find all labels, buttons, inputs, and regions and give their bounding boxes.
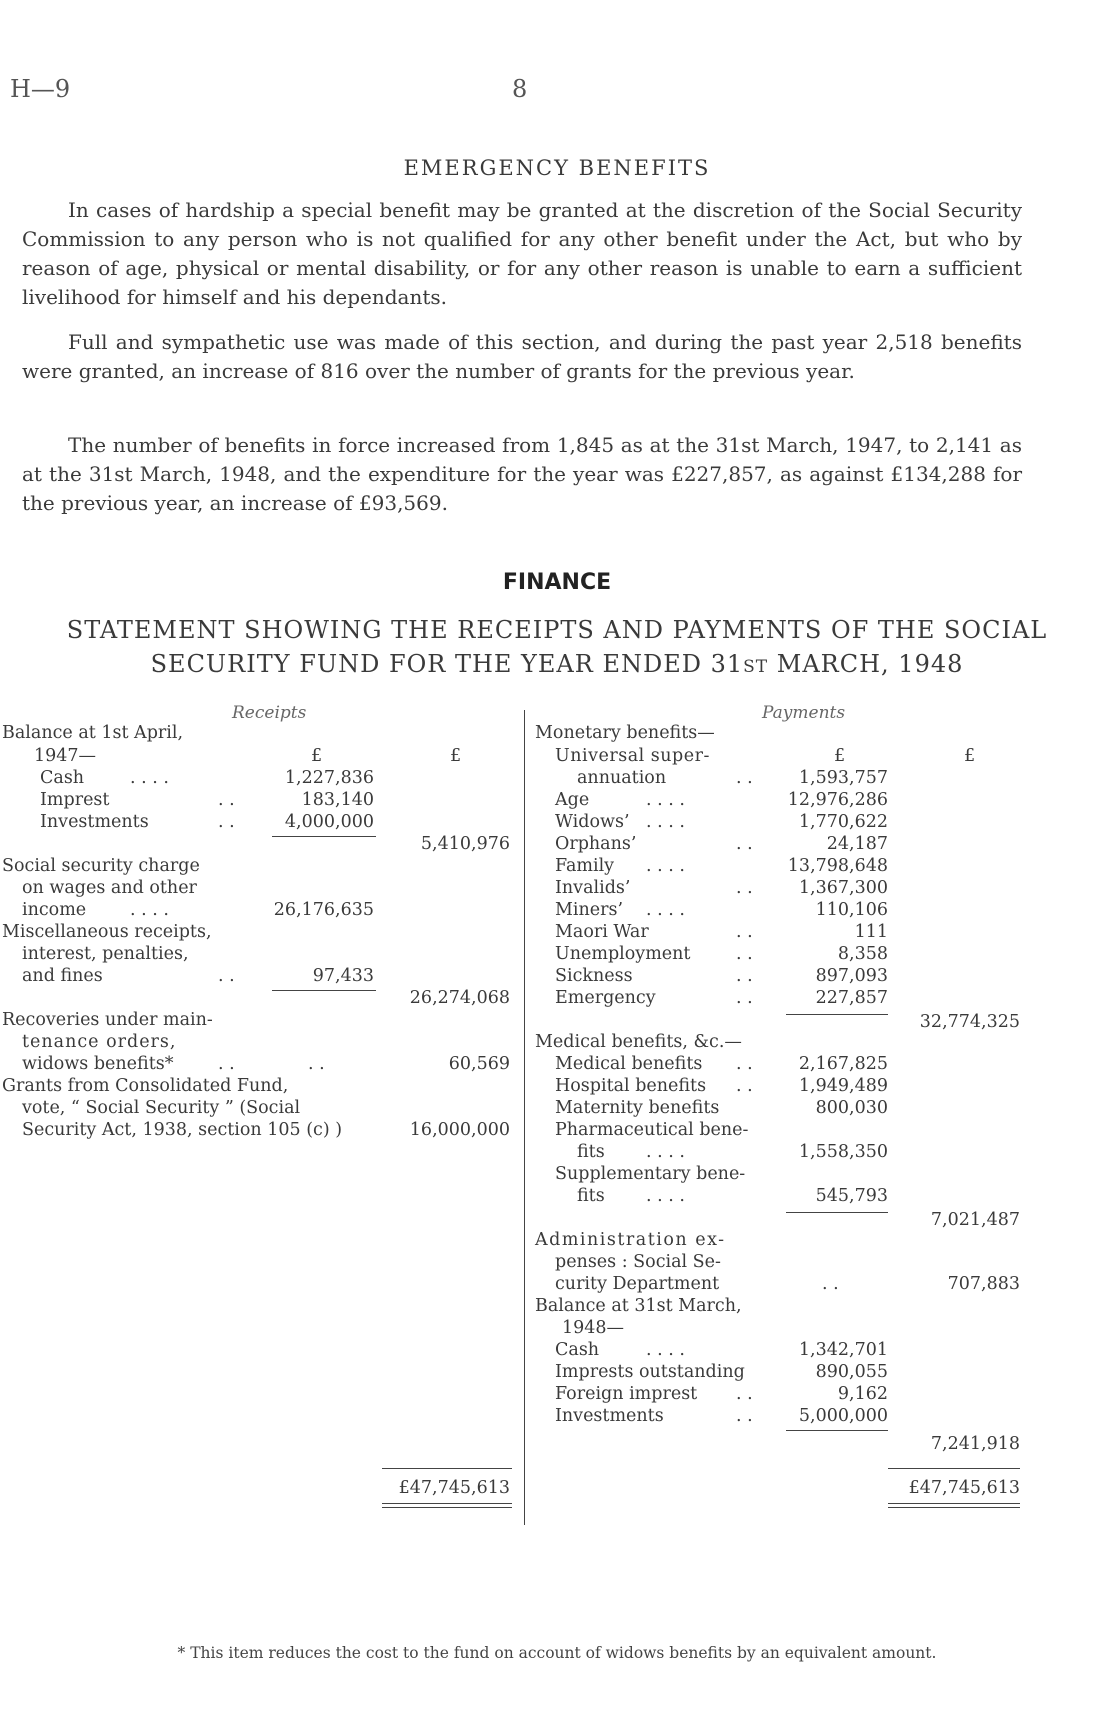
paragraph-2-text: Full and sympathetic use was made of this section, and during the past year 2,518 benefits were granted, an increase of 816 over the number of grants for the previous year.: [22, 330, 1022, 383]
receipts-recoveries-label-1: Recoveries under main-: [2, 1010, 213, 1030]
paragraph-3: [22, 431, 1022, 518]
payments-grand-total: £47,745,613: [908, 1478, 1020, 1498]
payments-family-value: 13,798,648: [787, 856, 888, 876]
receipts-misc-value: 97,433: [312, 966, 374, 986]
payments-medical-total: 7,021,487: [930, 1210, 1020, 1230]
statement-title-line-2: [0, 650, 1114, 678]
payments-unemployment-value: 8,358: [837, 944, 888, 964]
payments-dots: . .: [736, 944, 753, 964]
payments-hospital-value: 1,949,489: [798, 1076, 888, 1096]
payments-maori-label: Maori War: [555, 922, 649, 942]
receipts-ssc-label-2: on wages and other: [22, 878, 197, 898]
receipts-pound-col1: £: [311, 746, 323, 766]
statement-title-line-1: STATEMENT SHOWING THE RECEIPTS AND PAYMENTS OF THE SOCIAL: [66, 616, 1048, 644]
paragraph-1-text: In cases of hardship a special benefit may be granted at the discretion of the Social Security Commission to any person who is not qualified for any other benefit under the Act, but who by reason of age, physical or mental disability, or for any other reason is unable to earn a sufficient livelihood for himself and his dependants.: [22, 198, 1022, 309]
payments-dots: . . . .: [646, 1186, 685, 1206]
payments-maori-value: 111: [854, 922, 888, 942]
receipts-heading: Receipts: [232, 703, 307, 723]
payments-invalids-value: 1,367,300: [798, 878, 888, 898]
payments-medical-label: Medical benefits: [555, 1054, 703, 1074]
payments-heading: Payments: [762, 703, 846, 723]
payments-emergency-value: 227,857: [815, 988, 888, 1008]
page-number: 8: [512, 75, 528, 103]
receipts-dots: . . . .: [130, 900, 169, 920]
payments-pound-col1: £: [834, 746, 846, 766]
payments-monetary-total: 32,774,325: [919, 1012, 1020, 1032]
payments-orphans-value: 24,187: [826, 834, 888, 854]
paragraph-1: [22, 196, 1022, 312]
page-ref: H—9: [10, 75, 71, 103]
payments-medical-value: 2,167,825: [798, 1054, 888, 1074]
payments-dots: . . . .: [646, 1142, 685, 1162]
payments-admin-label-1: Administration ex-: [535, 1230, 726, 1250]
payments-family-label: Family: [555, 856, 615, 876]
paragraph-3-text: The number of benefits in force increased from 1,845 as at the 31st March, 1947, to 2,141 as at the 31st March, 1948, and the expenditure for the year was £227,857, as against £134,288 for the previous year, an increase of £93,569.: [22, 433, 1022, 515]
receipts-investments-value: 4,000,000: [284, 812, 374, 832]
statement-title-part-b: MARCH, 1948: [768, 650, 964, 678]
payments-universal-label-2: annuation: [577, 768, 667, 788]
receipts-grants-value: 16,000,000: [409, 1120, 510, 1140]
payments-cash-label: Cash: [555, 1340, 600, 1360]
payments-maternity-value: 800,030: [815, 1098, 888, 1118]
receipts-grants-label-3: Security Act, 1938, section 105 (c) ): [22, 1120, 343, 1140]
section-title: EMERGENCY BENEFITS: [403, 156, 711, 180]
payments-balance-label: Balance at 31st March,: [535, 1296, 742, 1316]
payments-admin-value: 707,883: [947, 1274, 1020, 1294]
payments-dots: . .: [736, 834, 753, 854]
payments-foreign-label: Foreign imprest: [555, 1384, 698, 1404]
payments-universal-label-1: Universal super-: [555, 746, 710, 766]
subtotal-rule: [272, 990, 376, 991]
payments-monetary-label: Monetary benefits—: [535, 723, 715, 743]
receipts-ssc-label-3: income: [22, 900, 87, 920]
payments-supp-value: 545,793: [815, 1186, 888, 1206]
payments-dots: . .: [736, 1076, 753, 1096]
footnote: * This item reduces the cost to the fund on account of widows benefits by an equivalent amount.: [177, 1644, 937, 1662]
payments-age-value: 12,976,286: [787, 790, 888, 810]
payments-maternity-label: Maternity benefits: [555, 1098, 720, 1118]
payments-miners-value: 110,106: [815, 900, 888, 920]
finance-title: FINANCE: [502, 570, 612, 595]
subtotal-rule: [272, 836, 376, 837]
payments-balance-total: 7,241,918: [930, 1434, 1020, 1454]
double-rule-top: [888, 1503, 1020, 1504]
receipts-misc-label-1: Miscellaneous receipts,: [2, 922, 212, 942]
payments-dots: . .: [822, 1274, 839, 1294]
payments-sickness-label: Sickness: [555, 966, 633, 986]
receipts-dots: . .: [308, 1054, 325, 1074]
payments-hospital-label: Hospital benefits: [555, 1076, 707, 1096]
payments-widows-label: Widows’: [555, 812, 630, 832]
payments-dots: . .: [736, 988, 753, 1008]
payments-dots: . .: [736, 1054, 753, 1074]
receipts-ssc-value: 26,176,635: [273, 900, 374, 920]
double-rule-top: [382, 1503, 512, 1504]
payments-dots: . .: [736, 1406, 753, 1426]
payments-dots: . .: [736, 922, 753, 942]
receipts-balance-label: Balance at 1st April,: [2, 723, 184, 743]
payments-supp-label-2: fits: [577, 1186, 605, 1206]
payments-widows-value: 1,770,622: [798, 812, 888, 832]
receipts-balance-year: 1947—: [34, 746, 97, 766]
receipts-balance-total: 5,410,976: [420, 834, 510, 854]
receipts-cash-label: Cash: [40, 768, 85, 788]
receipts-imprest-label: Imprest: [40, 790, 110, 810]
receipts-recoveries-label-3: widows benefits*: [22, 1054, 174, 1074]
receipts-dots: . . . .: [130, 768, 169, 788]
receipts-misc-label-2: interest, penalties,: [22, 944, 189, 964]
receipts-charges-total: 26,274,068: [409, 988, 510, 1008]
payments-emergency-label: Emergency: [555, 988, 656, 1008]
payments-supp-label-1: Supplementary bene-: [555, 1164, 746, 1184]
payments-pound-col2: £: [964, 746, 976, 766]
payments-dots: . .: [736, 878, 753, 898]
double-rule-bottom: [382, 1507, 512, 1508]
payments-imprests-label: Imprests outstanding: [555, 1362, 745, 1382]
payments-investments-label: Investments: [555, 1406, 664, 1426]
payments-pharm-value: 1,558,350: [798, 1142, 888, 1162]
double-rule-bottom: [888, 1507, 1020, 1508]
receipts-pound-col2: £: [450, 746, 462, 766]
payments-unemployment-label: Unemployment: [555, 944, 691, 964]
payments-dots: . . . .: [646, 812, 685, 832]
payments-dots: . .: [736, 1384, 753, 1404]
receipts-dots: . .: [218, 966, 235, 986]
receipts-dots: . .: [218, 1054, 235, 1074]
receipts-ssc-label-1: Social security charge: [2, 856, 200, 876]
receipts-imprest-value: 183,140: [301, 790, 374, 810]
payments-dots: . . . .: [646, 1340, 685, 1360]
payments-pharm-label-2: fits: [577, 1142, 605, 1162]
paragraph-2: [22, 328, 1022, 386]
payments-imprests-value: 890,055: [815, 1362, 888, 1382]
receipts-recoveries-label-2: tenance orders,: [22, 1032, 177, 1052]
payments-cash-value: 1,342,701: [798, 1340, 888, 1360]
receipts-recoveries-value: 60,569: [448, 1054, 510, 1074]
payments-dots: . . . .: [646, 856, 685, 876]
payments-age-label: Age: [555, 790, 590, 810]
receipts-cash-value: 1,227,836: [284, 768, 374, 788]
payments-medical-heading: Medical benefits, &c.—: [535, 1032, 742, 1052]
receipts-investments-label: Investments: [40, 812, 149, 832]
payments-investments-value: 5,000,000: [798, 1406, 888, 1426]
receipts-grants-label-2: vote, “ Social Security ” (Social: [22, 1098, 301, 1118]
payments-balance-year: 1948—: [562, 1318, 625, 1338]
receipts-grand-total: £47,745,613: [398, 1478, 510, 1498]
statement-title-suffix: ST: [743, 657, 769, 677]
subtotal-rule: [786, 1014, 888, 1015]
payments-universal-value: 1,593,757: [798, 768, 888, 788]
receipts-dots: . .: [218, 812, 235, 832]
payments-dots: . . . .: [646, 900, 685, 920]
subtotal-rule: [786, 1430, 888, 1431]
column-divider: [524, 710, 525, 1525]
total-rule: [382, 1468, 512, 1469]
payments-dots: . .: [736, 768, 753, 788]
payments-miners-label: Miners’: [555, 900, 624, 920]
subtotal-rule: [786, 1212, 888, 1213]
receipts-misc-label-3: and fines: [22, 966, 103, 986]
payments-dots: . . . .: [646, 790, 685, 810]
payments-sickness-value: 897,093: [815, 966, 888, 986]
payments-admin-label-3: curity Department: [555, 1274, 720, 1294]
payments-orphans-label: Orphans’: [555, 834, 637, 854]
payments-dots: . .: [736, 966, 753, 986]
payments-admin-label-2: penses : Social Se-: [555, 1252, 721, 1272]
payments-pharm-label-1: Pharmaceutical bene-: [555, 1120, 749, 1140]
total-rule: [888, 1468, 1020, 1469]
receipts-grants-label-1: Grants from Consolidated Fund,: [2, 1076, 289, 1096]
statement-title-part-a: SECURITY FUND FOR THE YEAR ENDED 31: [150, 650, 744, 678]
payments-foreign-value: 9,162: [837, 1384, 888, 1404]
payments-invalids-label: Invalids’: [555, 878, 631, 898]
receipts-dots: . .: [218, 790, 235, 810]
